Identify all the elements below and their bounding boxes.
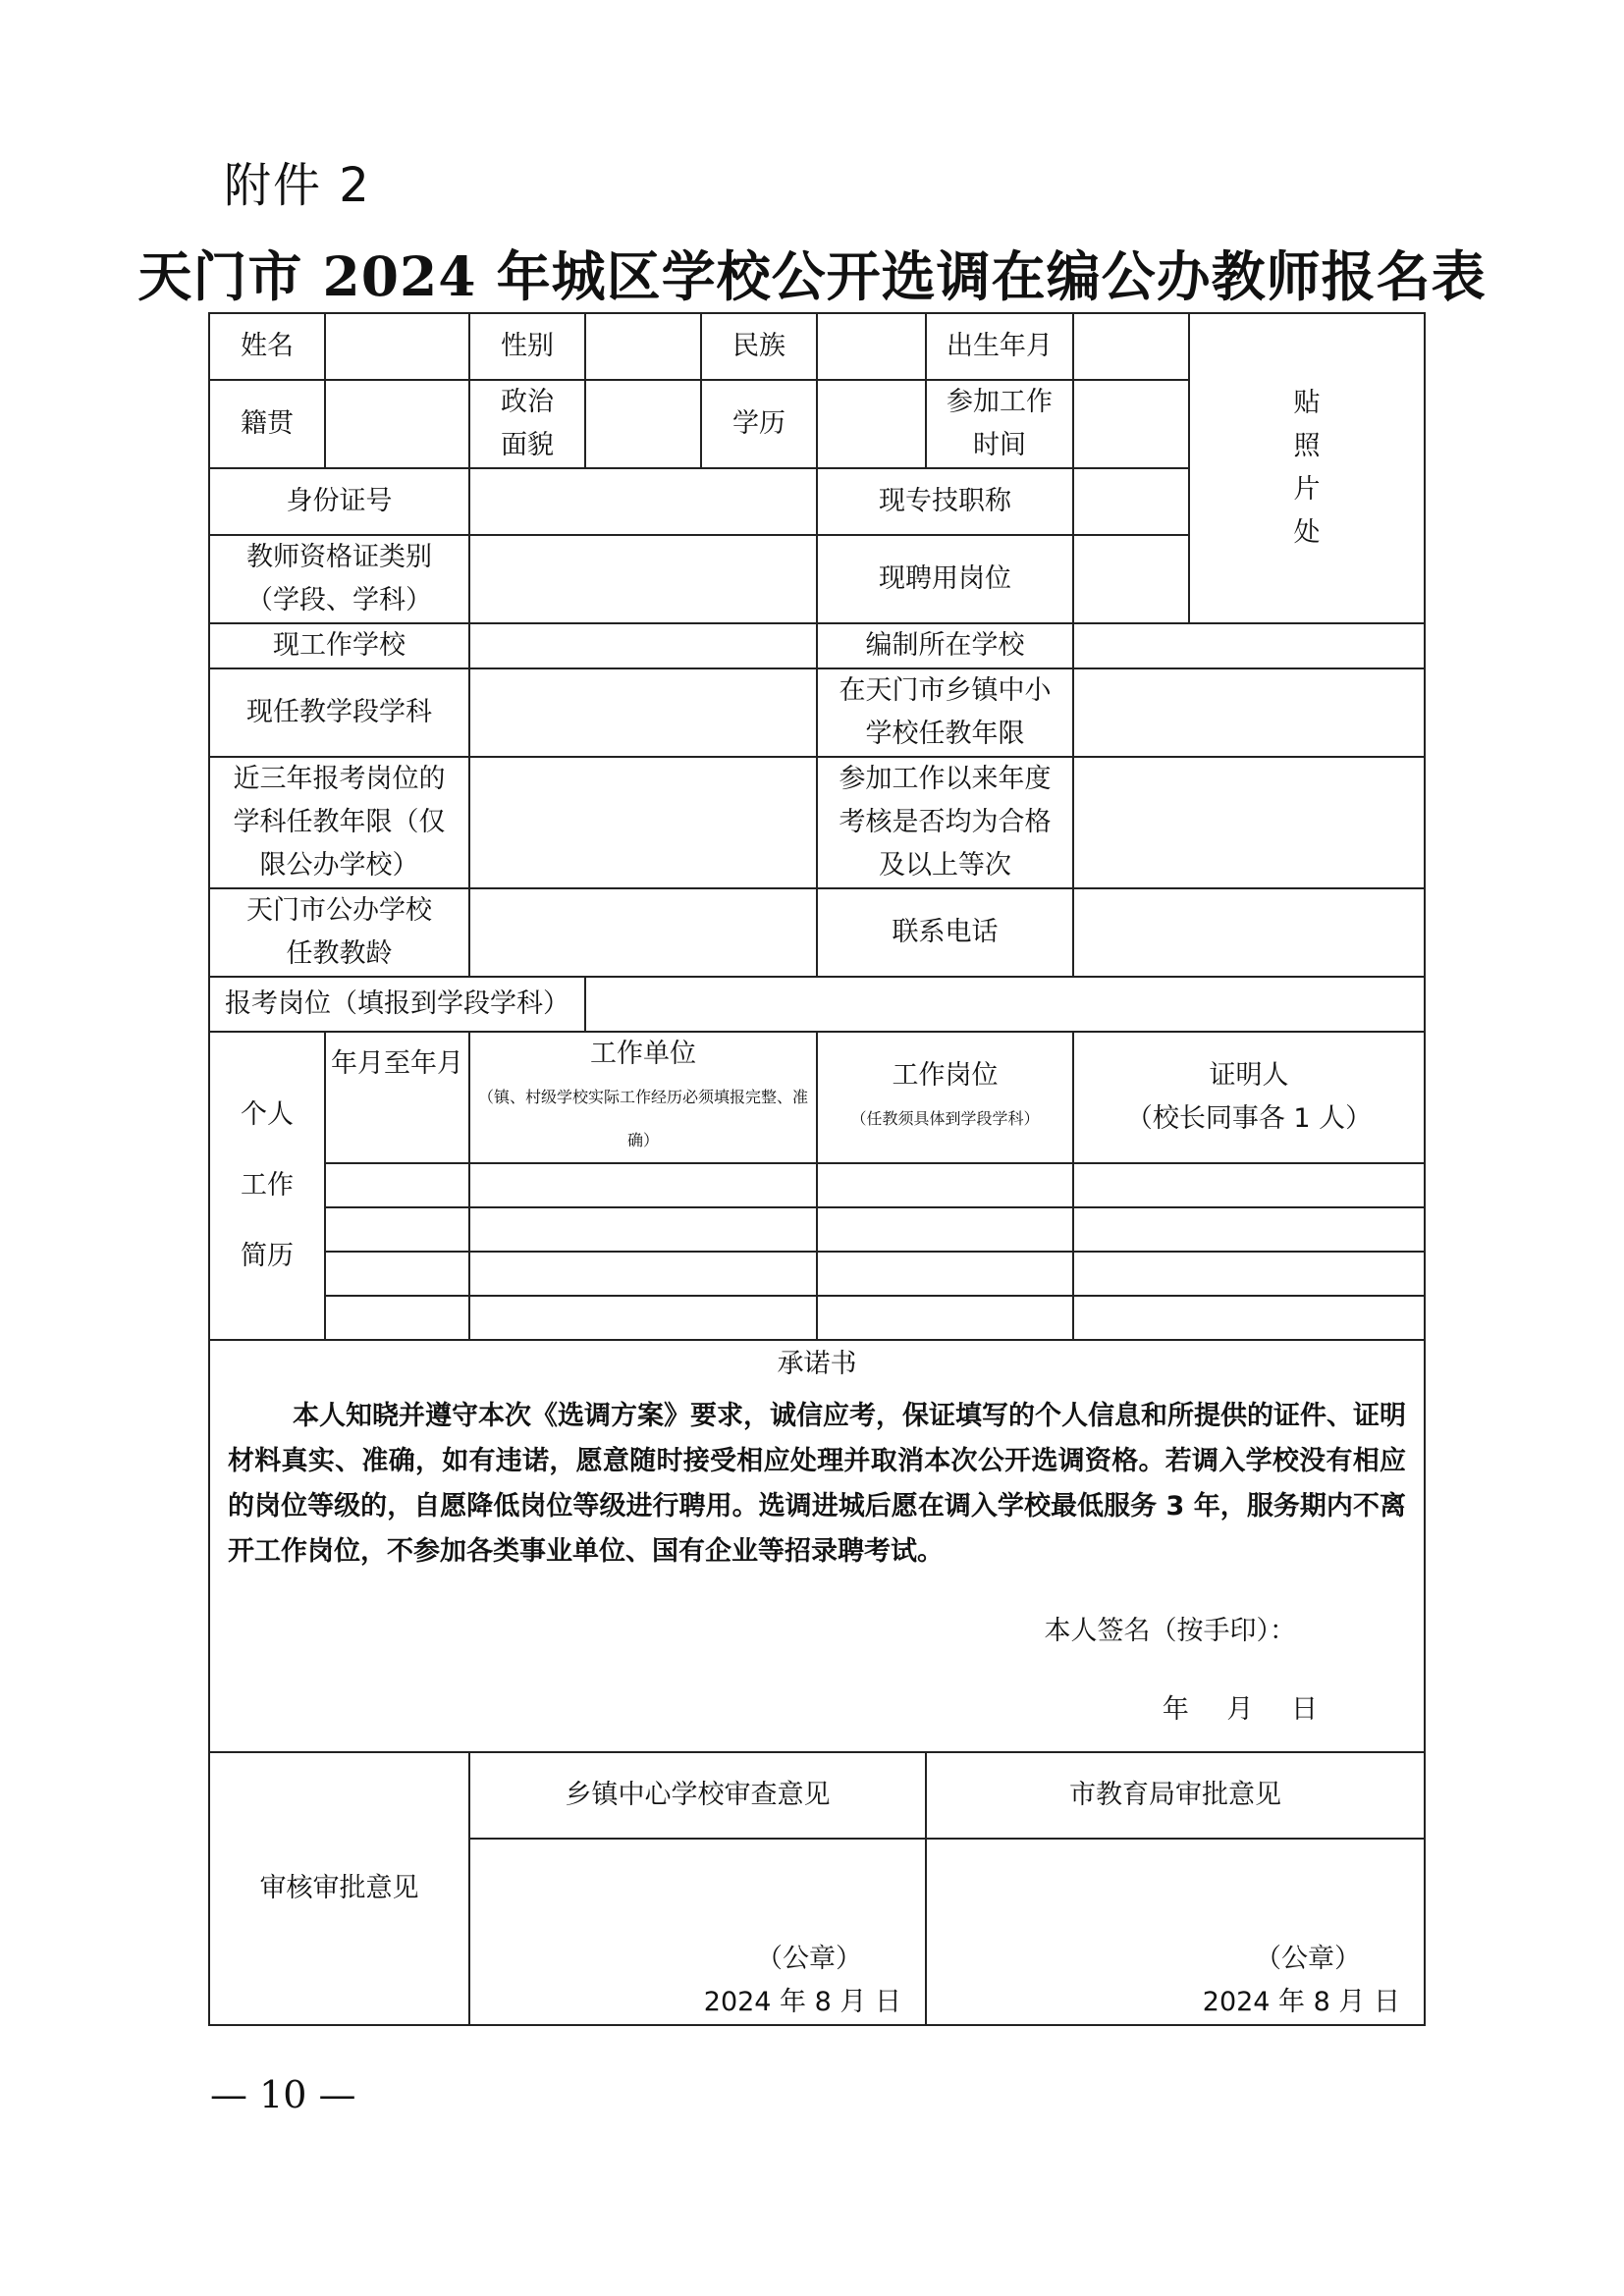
- label-line: 个人: [241, 1099, 294, 1130]
- label-native-place: 籍贯: [209, 380, 325, 468]
- label-teacher-cert: [209, 535, 469, 623]
- field-appraisal[interactable]: [1073, 757, 1425, 888]
- col-unit-note: （镇、村级学校实际工作经历必须填报完整、准确）: [477, 1088, 808, 1149]
- resume-cell-witness[interactable]: [1073, 1207, 1425, 1252]
- col-post-note: （任教须具体到学段学科）: [850, 1109, 1040, 1128]
- page-number: — 10 —: [210, 2073, 356, 2116]
- resume-cell-unit[interactable]: [469, 1207, 817, 1252]
- label-birth: 出生年月: [926, 313, 1073, 380]
- pledge-title: 承诺书: [777, 1349, 857, 1379]
- label-teaching-subject: 现任教学段学科: [209, 668, 469, 757]
- field-teaching-subject[interactable]: [469, 668, 817, 757]
- label-current-post: 现聘用岗位: [817, 535, 1073, 623]
- label-line: 时间: [973, 430, 1026, 460]
- resume-cell-period[interactable]: [325, 1207, 469, 1252]
- resume-cell-post[interactable]: [817, 1252, 1073, 1296]
- field-phone[interactable]: [1073, 888, 1425, 977]
- resume-cell-unit[interactable]: [469, 1252, 817, 1296]
- field-education[interactable]: [817, 380, 926, 468]
- photo-char: 照: [1293, 431, 1321, 461]
- label-staffing-school: 编制所在学校: [817, 623, 1073, 668]
- label-line: 参加工作以来年度: [839, 764, 1052, 794]
- label-current-school: 现工作学校: [209, 623, 469, 668]
- label-rural-years: [817, 668, 1073, 757]
- field-current-school[interactable]: [469, 623, 817, 668]
- field-public-years[interactable]: [469, 888, 817, 977]
- photo-char: 贴: [1293, 388, 1321, 418]
- township-seal: （公章）: [756, 1944, 862, 1974]
- col-witness: [1073, 1032, 1425, 1163]
- label-recent-years: [209, 757, 469, 888]
- field-political-status[interactable]: [585, 380, 701, 468]
- resume-cell-unit[interactable]: [469, 1163, 817, 1207]
- label-line: 学科任教年限（仅: [233, 807, 446, 837]
- label-education: 学历: [701, 380, 817, 468]
- label-bureau-review: 市教育局审批意见: [926, 1752, 1425, 1839]
- resume-cell-witness[interactable]: [1073, 1163, 1425, 1207]
- attachment-label: 附件 2: [224, 158, 371, 213]
- label-line: 近三年报考岗位的: [233, 764, 446, 794]
- label-name: 姓名: [209, 313, 325, 380]
- label-work-start: [926, 380, 1073, 468]
- resume-cell-period[interactable]: [325, 1296, 469, 1340]
- label-line: （学段、学科）: [246, 585, 432, 615]
- label-review: 审核审批意见: [209, 1752, 469, 2025]
- label-political-status: [469, 380, 585, 468]
- label-ethnicity: 民族: [701, 313, 817, 380]
- col-post-title: 工作岗位: [892, 1060, 999, 1091]
- field-native-place[interactable]: [325, 380, 469, 468]
- form-title: 天门市 2024 年城区学校公开选调在编公办教师报名表: [137, 244, 1487, 308]
- col-witness-note: （校长同事各 1 人）: [1125, 1103, 1373, 1134]
- label-line: 面貌: [501, 430, 554, 460]
- field-teacher-cert[interactable]: [469, 535, 817, 623]
- col-period: 年月至年月: [325, 1032, 469, 1163]
- label-township-review: 乡镇中心学校审查意见: [469, 1752, 926, 1839]
- label-gender: 性别: [469, 313, 585, 380]
- resume-cell-witness[interactable]: [1073, 1296, 1425, 1340]
- col-witness-title: 证明人: [1209, 1060, 1289, 1091]
- pledge-section: [209, 1340, 1425, 1752]
- label-appraisal: [817, 757, 1073, 888]
- label-title-rank: 现专技职称: [817, 468, 1073, 535]
- field-apply-post[interactable]: [585, 977, 1425, 1032]
- col-post: [817, 1032, 1073, 1163]
- field-current-post[interactable]: [1073, 535, 1189, 623]
- field-name[interactable]: [325, 313, 469, 380]
- township-date: 2024 年 8 月 日: [703, 1987, 901, 2017]
- bureau-seal: （公章）: [1255, 1944, 1361, 1974]
- field-gender[interactable]: [585, 313, 701, 380]
- bureau-opinion-box[interactable]: [926, 1839, 1425, 2025]
- field-id-number[interactable]: [469, 468, 817, 535]
- label-line: 简历: [241, 1241, 294, 1271]
- field-title-rank[interactable]: [1073, 468, 1189, 535]
- registration-form-table: [208, 312, 1426, 2026]
- label-public-years: [209, 888, 469, 977]
- resume-cell-witness[interactable]: [1073, 1252, 1425, 1296]
- bureau-date: 2024 年 8 月 日: [1202, 1987, 1400, 2017]
- col-unit-title: 工作单位: [590, 1039, 696, 1069]
- label-line: 考核是否均为合格: [839, 807, 1052, 837]
- label-line: 及以上等次: [879, 850, 1011, 881]
- photo-char: 处: [1293, 517, 1321, 548]
- field-birth[interactable]: [1073, 313, 1189, 380]
- field-ethnicity[interactable]: [817, 313, 926, 380]
- label-phone: 联系电话: [817, 888, 1073, 977]
- field-staffing-school[interactable]: [1073, 623, 1425, 668]
- field-work-start[interactable]: [1073, 380, 1189, 468]
- label-line: 天门市公办学校: [246, 895, 432, 926]
- col-unit: [469, 1032, 817, 1163]
- photo-area[interactable]: [1189, 313, 1425, 623]
- photo-char: 片: [1293, 474, 1321, 505]
- resume-cell-unit[interactable]: [469, 1296, 817, 1340]
- label-apply-post: 报考岗位（填报到学段学科）: [209, 977, 585, 1032]
- label-line: 学校任教年限: [865, 719, 1025, 749]
- label-line: 参加工作: [947, 387, 1053, 417]
- resume-cell-period[interactable]: [325, 1252, 469, 1296]
- pledge-signature-label[interactable]: 本人签名（按手印）：: [1044, 1616, 1296, 1646]
- resume-cell-period[interactable]: [325, 1163, 469, 1207]
- label-resume: [209, 1032, 325, 1340]
- label-line: 在天门市乡镇中小: [839, 675, 1052, 706]
- label-line: 教师资格证类别: [246, 542, 432, 572]
- pledge-date[interactable]: 年 月 日: [1162, 1694, 1318, 1725]
- label-line: 政治: [501, 387, 554, 417]
- resume-cell-post[interactable]: [817, 1207, 1073, 1252]
- label-line: 工作: [241, 1170, 294, 1201]
- resume-cell-post[interactable]: [817, 1163, 1073, 1207]
- resume-cell-post[interactable]: [817, 1296, 1073, 1340]
- label-line: 任教教龄: [286, 938, 393, 969]
- label-line: 限公办学校）: [259, 850, 419, 881]
- field-recent-years[interactable]: [469, 757, 817, 888]
- township-opinion-box[interactable]: [469, 1839, 926, 2025]
- field-rural-years[interactable]: [1073, 668, 1425, 757]
- label-id-number: 身份证号: [209, 468, 469, 535]
- pledge-text: 本人知晓并遵守本次《选调方案》要求，诚信应考，保证填写的个人信息和所提供的证件、证明材料真实、准确，如有违诺，愿意随时接受相应处理并取消本次公开选调资格。若调入学校没有相应的岗位等级的，自愿降低岗位等级进行聘用。选调进城后愿在调入学校最低服务 3 年，服务期内不离开工作岗位，不参加各类事业单位、国有企业等招录聘考试。: [228, 1401, 1406, 1567]
